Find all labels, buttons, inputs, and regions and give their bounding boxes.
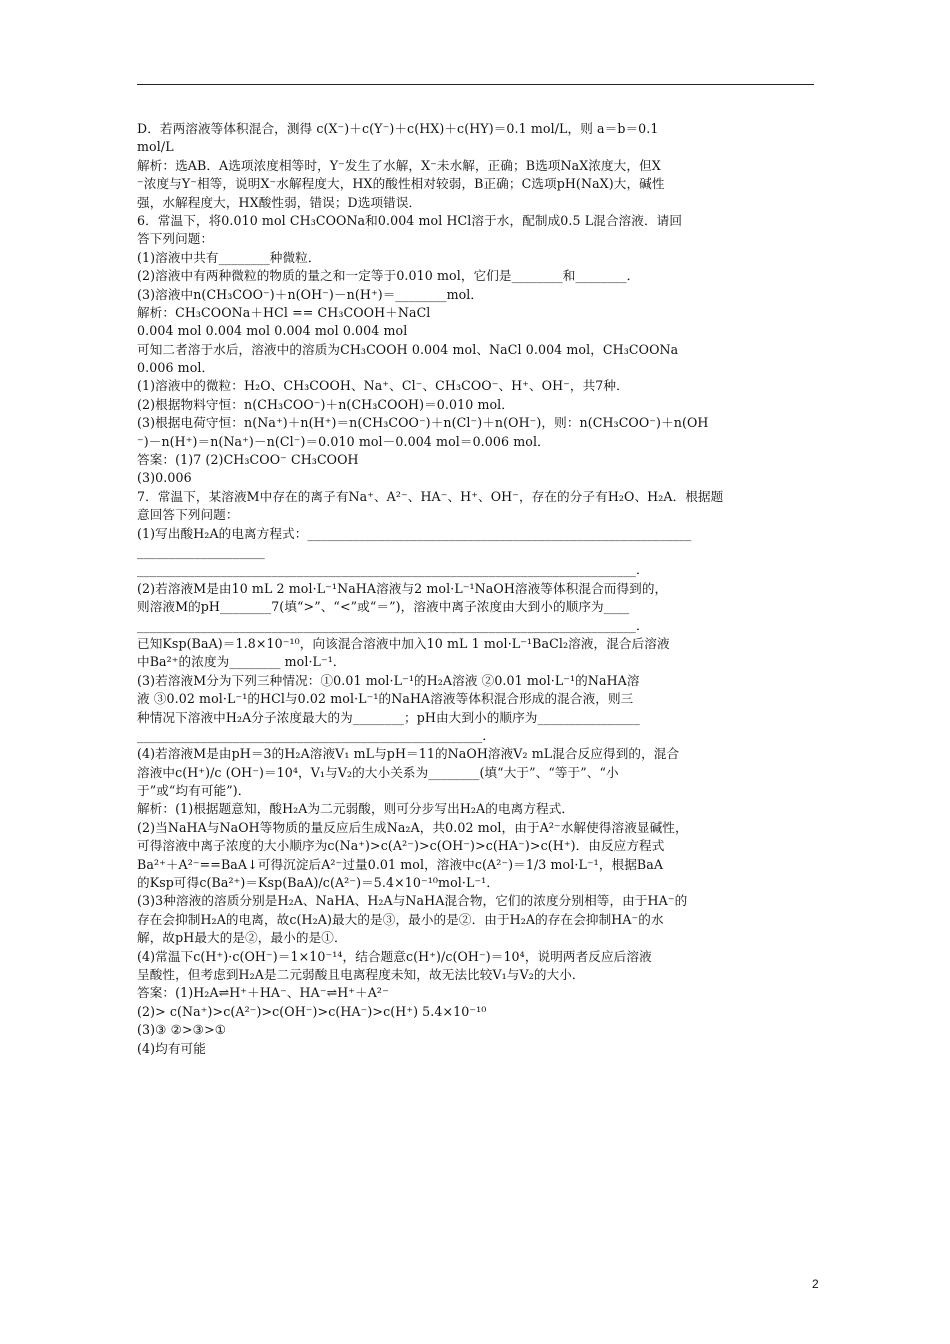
text-line: 溶液中c(H⁺)/c (OH⁻)＝10⁴，V₁与V₂的大小关系为________(填“大于”、“等于”、“小 (137, 764, 619, 780)
text-line: 6．常温下，将0.010 mol CH₃COONa和0.004 mol HCl溶于水，配制成0.5 L混合溶液．请回 (137, 212, 683, 228)
text-line: 意回答下列问题： (137, 507, 239, 523)
text-line: 种情况下溶液中H₂A分子浓度最大的为________；pH由大到小的顺序为________________ (137, 709, 640, 725)
text-line: ⁻浓度与Y⁻相等，说明X⁻水解程度大，HX的酸性相对较弱，B正确；C选项pH(NaX)大，碱性 (137, 176, 665, 192)
text-line: 于”或“均有可能”)． (137, 783, 251, 799)
text-line: (3)根据电荷守恒：n(Na⁺)＋n(H⁺)＝n(CH₃COO⁻)＋n(Cl⁻)＋n(OH⁻)，则：n(CH₃COO⁻)＋n(OH (137, 415, 709, 431)
text-line: (2)根据物料守恒：n(CH₃COO⁻)＋n(CH₃COOH)＝0.010 mol． (137, 396, 514, 412)
text-line: 0.004 mol 0.004 mol 0.004 mol 0.004 mol (137, 323, 408, 339)
text-line: (2)当NaHA与NaOH等物质的量反应后生成Na₂A，共0.02 mol，由于A²⁻水解使得溶液显碱性， (137, 819, 688, 835)
text-line: 答案：(1)7 (2)CH₃COO⁻ CH₃COOH (137, 452, 359, 468)
text-line: 呈酸性，但考虑到H₂A是二元弱酸且电离程度未知，故无法比较V₁与V₂的大小． (137, 966, 585, 982)
text-line: 解，故pH最大的是②，最小的是①． (137, 930, 347, 946)
header-rule (137, 84, 814, 85)
text-line: 解析：(1)根据题意知，酸H₂A为二元弱酸，则可分步写出H₂A的电离方程式． (137, 801, 575, 817)
text-line: 强，水解程度大，HX酸性弱，错误；D选项错误． (137, 194, 422, 210)
page-body (137, 120, 814, 1058)
text-line: (4)均有可能 (137, 1040, 206, 1056)
text-line: mol/L (137, 139, 174, 155)
text-line: ____________________ (137, 543, 265, 559)
text-line: 可知二者溶于水后，溶液中的溶质为CH₃COOH 0.004 mol、NaCl 0.004 mol，CH₃COONa (137, 341, 679, 357)
text-line: ⁻)－n(H⁺)＝n(Na⁺)－n(Cl⁻)＝0.010 mol－0.004 mol＝0.006 mol． (137, 433, 550, 449)
text-line: 7．常温下，某溶液M中存在的离子有Na⁺、A²⁻、HA⁻、H⁺、OH⁻，存在的分子有H₂O、H₂A．根据题 (137, 488, 724, 504)
text-line: (1)写出酸H₂A的电离方程式：____________________________________________________________ (137, 525, 692, 541)
text-line: ______________________________________________________． (137, 727, 496, 743)
text-line: 已知Ksp(BaA)＝1.8×10⁻¹⁰，向该混合溶液中加入10 mL 1 mol·L⁻¹BaCl₂溶液，混合后溶液 (137, 635, 670, 651)
text-line: (1)溶液中共有________种微粒． (137, 249, 321, 265)
text-line: (2)> c(Na⁺)>c(A²⁻)>c(OH⁻)>c(HA⁻)>c(H⁺) 5.4×10⁻¹⁰ (137, 1003, 487, 1019)
text-line: (2)溶液中有两种微粒的物质的量之和一定等于0.010 mol，它们是________和________． (137, 268, 640, 284)
page-number: 2 (812, 1277, 819, 1291)
text-line: 存在会抑制H₂A的电离，故c(H₂A)最大的是③，最小的是②．由于H₂A的存在会抑制HA⁻的水 (137, 911, 664, 927)
text-line: 解析：选AB．A选项浓度相等时，Y⁻发生了水解，X⁻未水解，正确；B选项NaX浓度大，但X (137, 157, 661, 173)
text-line: (4)若溶液M是由pH＝3的H₂A溶液V₁ mL与pH＝11的NaOH溶液V₂ mL混合反应得到的，混合 (137, 746, 680, 762)
text-line: (3)3种溶液的溶质分别是H₂A、NaHA、H₂A与NaHA混合物，它们的浓度分别相等，由于HA⁻的 (137, 893, 688, 909)
text-line: (3)若溶液M分为下列三种情况：①0.01 mol·L⁻¹的H₂A溶液 ②0.01 mol·L⁻¹的NaHA溶 (137, 672, 640, 688)
text-line: 液 ③0.02 mol·L⁻¹的HCl与0.02 mol·L⁻¹的NaHA溶液等体积混合形成的混合液，则三 (137, 691, 634, 707)
text-line: 答下列问题： (137, 231, 214, 247)
text-line: 则溶液M的pH________7(填“>”、“<”或“＝”)，溶液中离子浓度由大到小的顺序为____ (137, 599, 630, 615)
text-line: ______________________________________________________________________________． (137, 617, 649, 633)
text-line: 中Ba²⁺的浓度为________ mol·L⁻¹． (137, 654, 346, 670)
text-line: 答案：(1)H₂A⇌H⁺＋HA⁻、HA⁻⇌H⁺＋A²⁻ (137, 985, 389, 1001)
text-line: Ba²⁺＋A²⁻==BaA↓可得沉淀后A²⁻过量0.01 mol，溶液中c(A²⁻)＝1/3 mol·L⁻¹，根据BaA (137, 856, 664, 872)
text-line: 解析：CH₃COONa＋HCl == CH₃COOH＋NaCl (137, 304, 431, 320)
text-line: 的Ksp可得c(Ba²⁺)＝Ksp(BaA)/c(A²⁻)＝5.4×10⁻¹⁰mol·L⁻¹． (137, 875, 500, 891)
text-line: 0.006 mol． (137, 360, 215, 376)
text-line: D．若两溶液等体积混合，测得 c(X⁻)＋c(Y⁻)＋c(HX)＋c(HY)＝0.1 mol/L，则 a＝b＝0.1 (137, 121, 659, 136)
text-line: 可得溶液中离子浓度的大小顺序为c(Na⁺)>c(A²⁻)>c(OH⁻)>c(HA⁻)>c(H⁺)．由反应方程式 (137, 838, 665, 854)
text-line: (3)③ ②>③>① (137, 1022, 227, 1038)
text-line: (3)0.006 (137, 470, 192, 486)
text-line: (2)若溶液M是由10 mL 2 mol·L⁻¹NaHA溶液与2 mol·L⁻¹NaOH溶液等体积混合而得到的， (137, 580, 668, 596)
text-line: (4)常温下c(H⁺)·c(OH⁻)＝1×10⁻¹⁴，结合题意c(H⁺)/c(OH⁻)＝10⁴，说明两者反应后溶液 (137, 948, 652, 964)
text-line: ______________________________________________________________________________． (137, 562, 649, 578)
text-line: (3)溶液中n(CH₃COO⁻)＋n(OH⁻)－n(H⁺)＝________mol． (137, 286, 484, 302)
text-line: (1)溶液中的微粒：H₂O、CH₃COOH、Na⁺、Cl⁻、CH₃COO⁻、H⁺、OH⁻，共7种． (137, 378, 629, 394)
